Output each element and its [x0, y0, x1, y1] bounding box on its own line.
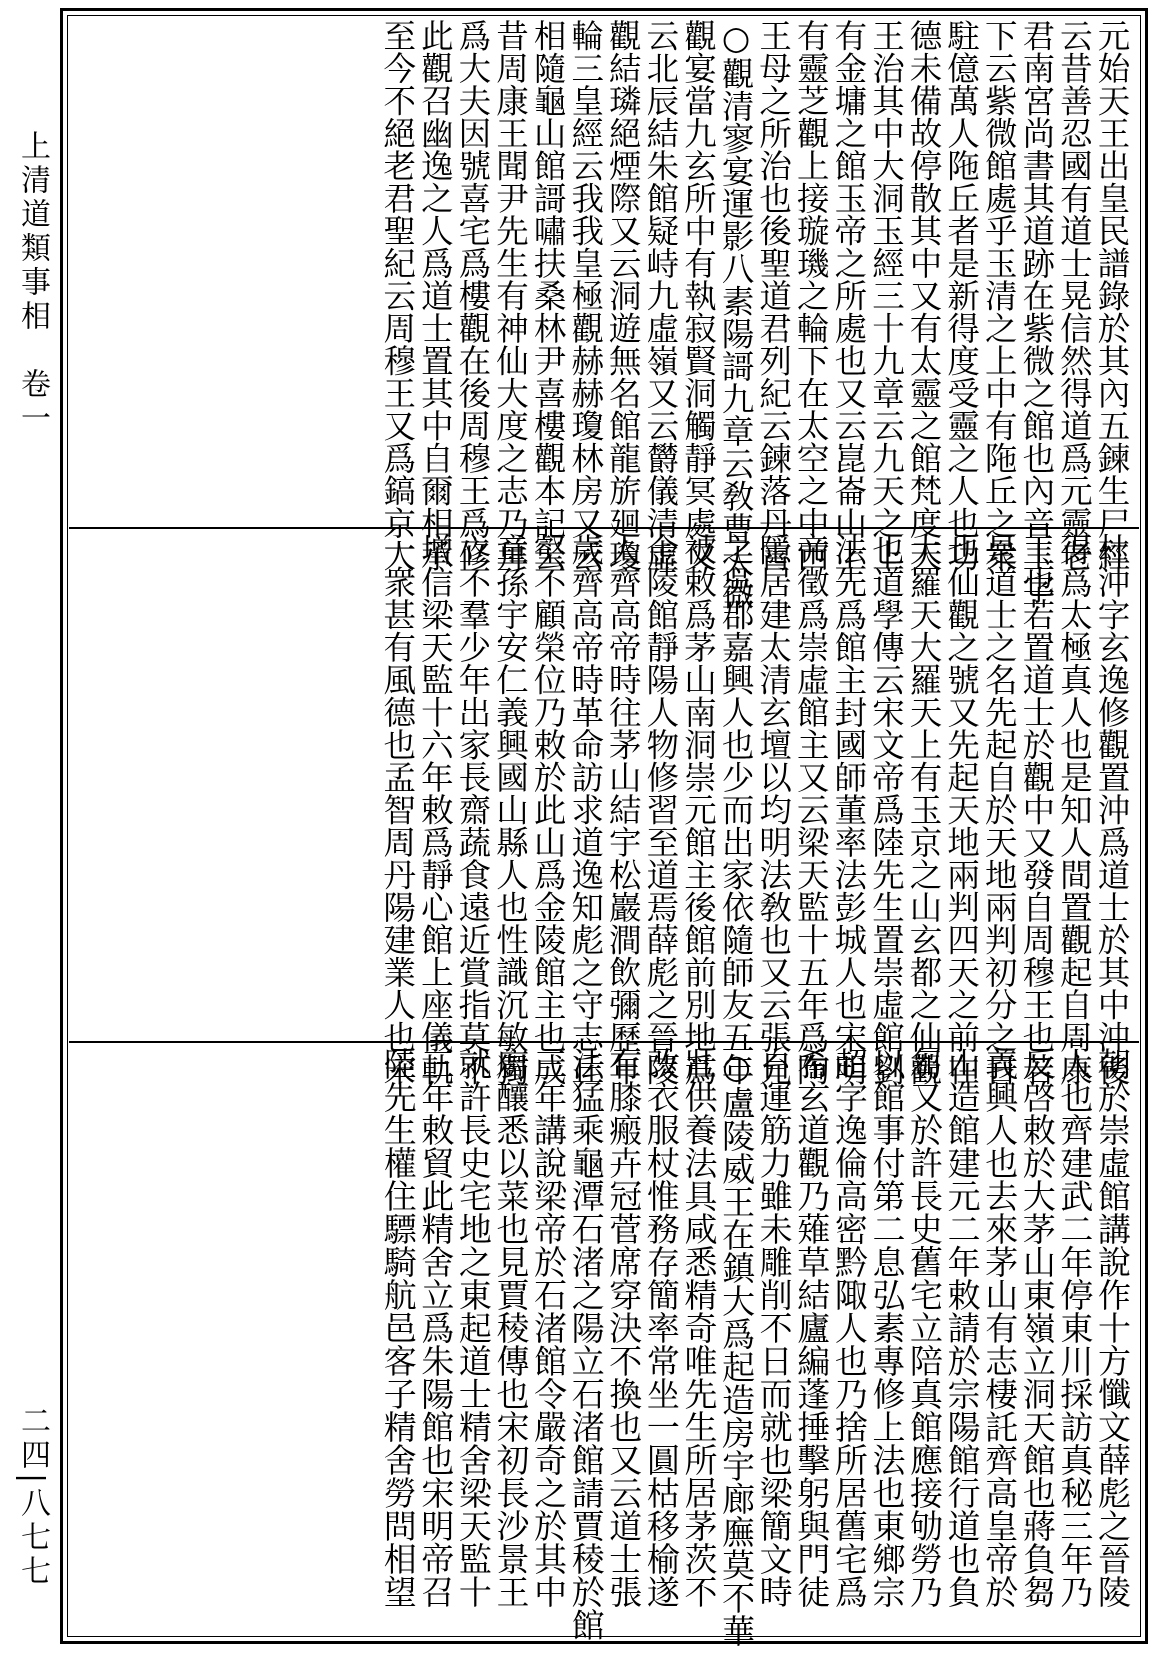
- text-column: 君南宮尚書其道跡在紫微之館也內音玉字: [1017, 19, 1056, 604]
- text-column: 昔周康王聞尹先生有神仙大度之志乃拜: [491, 19, 530, 572]
- text-columns: [378, 533, 1131, 1086]
- text-column: 法先爲館主封國師董率法彭城人也宋明: [829, 533, 868, 1086]
- text-column: 增信梁天監十六年敕爲靜心館上座儀軌: [416, 533, 455, 1086]
- text-column: 之吳郡嘉興人也少而出家依隨師友五年: [717, 533, 756, 1086]
- page-frame: [60, 8, 1148, 1647]
- text-column: 廚釀悉以菜也見賈稜傳也宋初長沙景王: [491, 1047, 531, 1608]
- text-column: 至今不絕老君聖紀云周穆王又爲鎬京人: [378, 19, 417, 572]
- text-column: 以館事付第二息弘素專修上法也東鄉宗: [867, 1047, 907, 1608]
- text-column: 王治其中大洞玉經三十九章云九天之上: [867, 19, 906, 572]
- text-column: 此觀召幽逸之人爲道士置其中自爾相承: [416, 19, 455, 572]
- register-divider: [69, 527, 1139, 529]
- book-title: 上清道類事相 卷一: [15, 130, 50, 436]
- text-column: 觀宴當九玄所中有執寂賢洞觸靜冥處又: [679, 19, 718, 572]
- text-column: 就許長史宅地之東起道士精舍梁天監十: [453, 1047, 493, 1608]
- left-margin: [0, 0, 62, 1656]
- text-columns: [378, 19, 1131, 610]
- text-column: 一衆甚有風德也孟智周丹陽建業人也宋: [378, 533, 417, 1086]
- text-column: 人也齊建武二年停東川採訪真秘三年乃: [1055, 1047, 1095, 1608]
- text-column: 相隨龜山館謌嘯扶桑林尹喜樓觀本記云: [529, 19, 568, 572]
- text-column: 朝於崇虛館講說作十方懺文薛彪之晉陵: [1093, 1047, 1132, 1608]
- text-column: 觀結璘絕煙際又云洞遊無名館龍旂廻瓊: [604, 19, 643, 572]
- register-bottom: [71, 1047, 1137, 1647]
- text-column: 改衣服杖惟務存簡率常坐一圓枯移榆遂: [641, 1047, 681, 1608]
- text-column: ○觀清寥宴運影八素陽謌九章云敎曹太微: [717, 19, 756, 610]
- text-column: 有靈芝觀上接璇璣之輪下在太空之中西: [792, 19, 831, 572]
- text-column: 壑不顧榮位乃敕於此山爲金陵館主也成: [529, 533, 568, 1086]
- text-column: 三年敕貿此精舍立爲朱陽館也宋明帝召: [416, 1047, 456, 1608]
- text-column: 法猛乘龜潭石渚之陽立石渚館請賈稜於館: [566, 1047, 606, 1641]
- text-column: 歲齊高帝時革命訪求道逸知彪之守志丘: [566, 533, 605, 1086]
- text-column: 有金墉之館玉帝之所處也又云崑崙山上: [829, 19, 868, 572]
- text-column: 王母之所治也後聖道君列紀云鍊落丹霄: [754, 19, 793, 572]
- text-column: 人齊高帝時往茅山結宇松巖澗飲彌歷年: [604, 533, 643, 1086]
- text-column: 得爲太極真人也是知人間置觀起自周康: [1055, 533, 1094, 1086]
- text-column: 芻又於許長史舊宅立陪真館應接劬勞乃: [905, 1047, 945, 1608]
- text-column: 超字逸倫高密黔陬人也乃捨所居舊宅爲: [829, 1047, 869, 1608]
- text-column: 隱居建太清玄壇以均明法敎也又云張允: [754, 533, 793, 1086]
- register-middle: [71, 533, 1137, 1086]
- text-column: 杜沖字玄逸修觀置沖爲道士於其中沖後: [1093, 533, 1131, 1086]
- register-divider: [69, 1041, 1139, 1043]
- text-column: 帝徵爲崇虛館主又云梁天監十五年爲陶: [792, 533, 831, 1086]
- text-column: 輪三皇經云我我皇極觀赫赫瓊林房又云: [566, 19, 605, 572]
- text-column: 山造館建元二年敕請於宗陽館行道也負: [942, 1047, 982, 1608]
- text-column: 也仙觀之號又先起天地兩判四天之前在: [942, 533, 981, 1086]
- text-column: 有膝瘢卉冠菅席穿決不換也又云道士張: [604, 1047, 644, 1608]
- text-column: 元始天王出皇民譜錄於其內五鍊生尸經: [1093, 19, 1131, 572]
- text-column: 立不羣少年出家長齋蔬食遠近賞指莫不: [453, 533, 492, 1086]
- text-column: 反啓敕於大茅山東嶺立洞天館也蔣負芻: [1017, 1047, 1057, 1608]
- text-column: 自運筋力雖未雕削不日而就也梁簡文時: [754, 1047, 794, 1608]
- text-column: 云昔善忍國有道士晃信然得道爲元靈老: [1055, 19, 1094, 572]
- text-column: 下云紫微館處乎玉清之上中有陁丘之衆: [980, 19, 1019, 572]
- text-column: 金陵館靜陽人物修習至道焉薛彪之晉陵: [641, 533, 680, 1086]
- text-column: 是道士之名先起自於天地兩判初分之日: [980, 533, 1019, 1086]
- text-column: 云北辰結朱館疑峙九虛嶺又云欝儀清虛: [641, 19, 680, 572]
- text-columns: [378, 1047, 1132, 1647]
- text-column: 爲大夫因號喜宅爲樓觀在後周穆王爲修: [453, 19, 492, 572]
- text-column: 德未備故停散其中又有太靈之館梵度天: [905, 19, 944, 572]
- text-column: 陸先生權住驃騎航邑客子精舍勞問相望: [378, 1047, 418, 1608]
- text-column: ○盧陵威王在鎮大爲起造房宇廊廡莫不華: [717, 1047, 757, 1647]
- page-number: 二四|八七七: [15, 1405, 50, 1590]
- text-column: 也道學傳云宋文帝爲陸先生置崇虛館劉: [867, 533, 906, 1086]
- text-column: 義興人也去來茅山有志棲託齊高皇帝於: [980, 1047, 1020, 1608]
- text-column: 王也若置道士於觀中又發自周穆王也若: [1017, 533, 1056, 1086]
- text-column: 被敕爲茅山南洞崇元館主後館前別地爲: [679, 533, 718, 1086]
- text-column: 駐億萬人陁丘者是新得度受靈之人也功: [942, 19, 981, 572]
- text-column: 希玄道觀乃薙草結廬編蓬捶擊躬與門徒: [792, 1047, 832, 1608]
- text-column: 壯供養法具咸悉精奇唯先生所居茅茨不: [679, 1047, 719, 1608]
- text-column: 童孫宇安仁義興國山縣人也性識沉敏獨: [491, 533, 530, 1086]
- text-column: 大羅天大羅天上有玉京之山玄都之仙觀: [905, 533, 944, 1086]
- text-column: 三年講說梁帝於石渚館令嚴奇之於其中: [529, 1047, 569, 1608]
- register-top: [71, 19, 1137, 610]
